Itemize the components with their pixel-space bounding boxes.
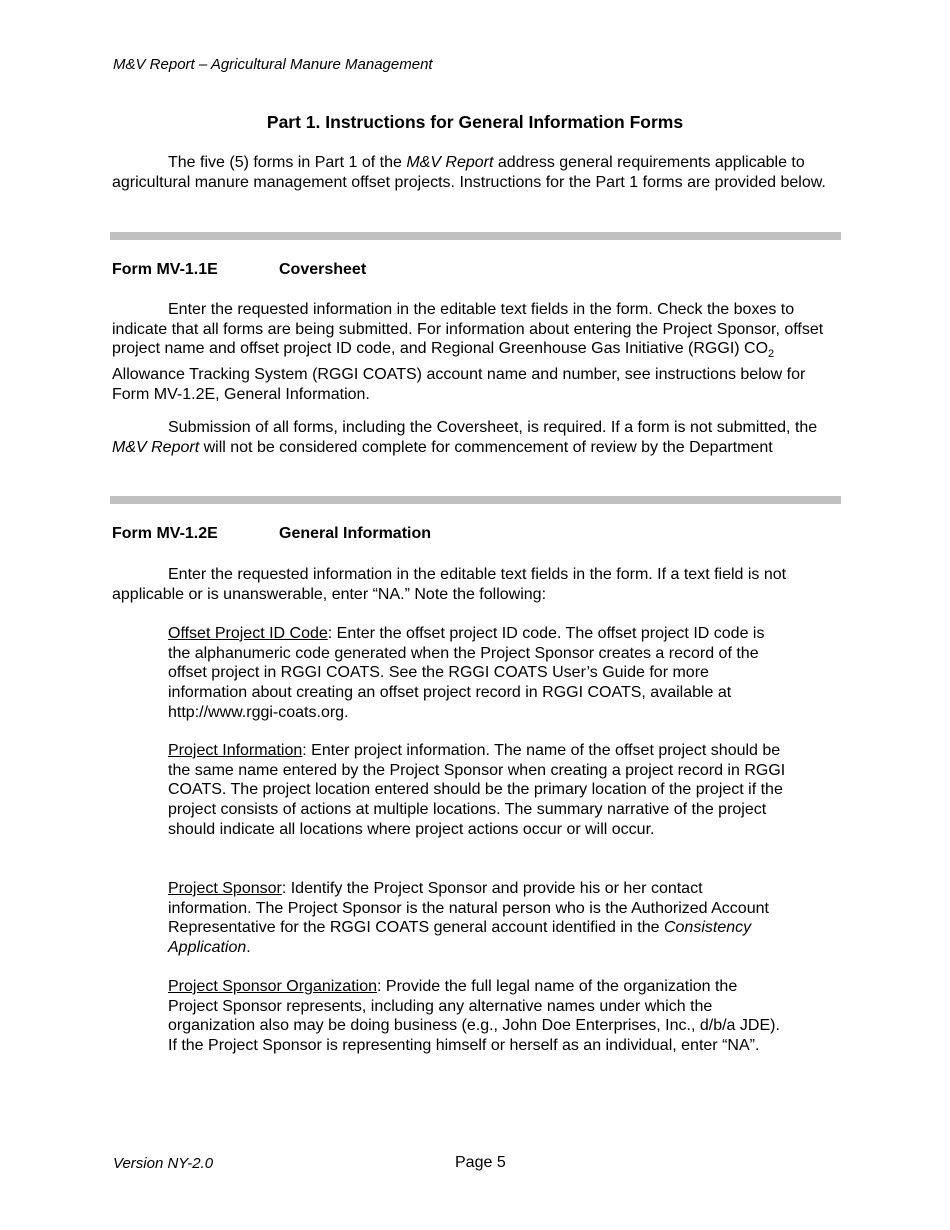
general-info-paragraph: Enter the requested information in the editable text fields in the form. If a text field is not applicable or is unanswerable, enter “NA.” Note the following: — [112, 566, 787, 603]
note-term: Project Sponsor — [168, 880, 282, 897]
note-project-sponsor: Project Sponsor: Identify the Project Sponsor and provide his or her contact information. The Project Sponsor is the natural person who is the Authorized Account Representative for the RGGI COATS general account identified in the Consistency Application. — [168, 880, 769, 957]
footer-version: Version NY-2.0 — [113, 1155, 214, 1172]
note-project-sponsor-organization: Project Sponsor Organization: Provide the full legal name of the organization the Project Sponsor represents, including any alternative names under which the organization also may be doing business (e.g., John Doe Enterprises, Inc., d/b/a JDE). If the Project Sponsor is representing himself or herself as an individual, enter “NA”. — [168, 978, 780, 1055]
form-title: Coversheet — [279, 261, 367, 278]
coversheet-paragraph-1: Enter the requested information in the editable text fields in the form. Check the boxes to indicate that all forms are being submitted. For information about entering the Project Sponsor, offset project name and offset project ID code, and Regional Greenhouse Gas Initiative (RGGI) $CO_2$ Allowance Tracking System (RGGI COATS) account name and number, see instructions below for Form MV-1.2E, General Information. — [112, 301, 824, 403]
report-title-emphasis: M&V Report — [406, 154, 494, 171]
report-title-emphasis: M&V Report — [112, 438, 200, 456]
note-offset-project-id-code: Offset Project ID Code: Enter the offset project ID code. The offset project ID code is the alphanumeric code generated when the Project Sponsor creates a record of the offset project in RGGI COATS. See the RGGI COATS User’s Guide for more information about creating an offset project record in RGGI COATS, available at http://www.rggi-coats.org. — [168, 625, 765, 721]
form-mv12e-heading — [112, 525, 431, 543]
part-title: Part 1. Instructions for General Information Forms — [266, 112, 684, 132]
section-divider — [110, 232, 841, 240]
part-intro-paragraph: The five (5) forms in Part 1 of the M&V Report address general requirements applicable to agricultural manure management offset projects. Instructions for the Part 1 forms are provided below. — [112, 154, 826, 191]
form-code: Form MV-1.2E — [112, 525, 218, 542]
note-term: Project Sponsor Organization — [168, 978, 377, 995]
footer-page-number: Page 5 — [455, 1154, 506, 1171]
form-mv11e-heading — [112, 261, 366, 279]
note-term: Project Information — [168, 742, 303, 759]
section-divider — [110, 496, 841, 504]
coversheet-paragraph-2: Submission of all forms, including the Coversheet, is required. If a form is not submitted, the M&V Report will not be considered complete for commencement of review by the Department — [112, 419, 818, 456]
running-header: M&V Report – Agricultural Manure Management — [113, 56, 433, 73]
form-title: General Information — [279, 525, 432, 542]
form-code: Form MV-1.1E — [112, 261, 218, 278]
note-term: Offset Project ID Code — [168, 625, 328, 642]
note-project-information: Project Information: Enter project information. The name of the offset project should be the same name entered by the Project Sponsor when creating a project record in RGGI COATS. The project location entered should be the primary location of the project if the project consists of actions at multiple locations. The summary narrative of the project should indicate all locations where project actions occur or will occur. — [168, 742, 786, 838]
